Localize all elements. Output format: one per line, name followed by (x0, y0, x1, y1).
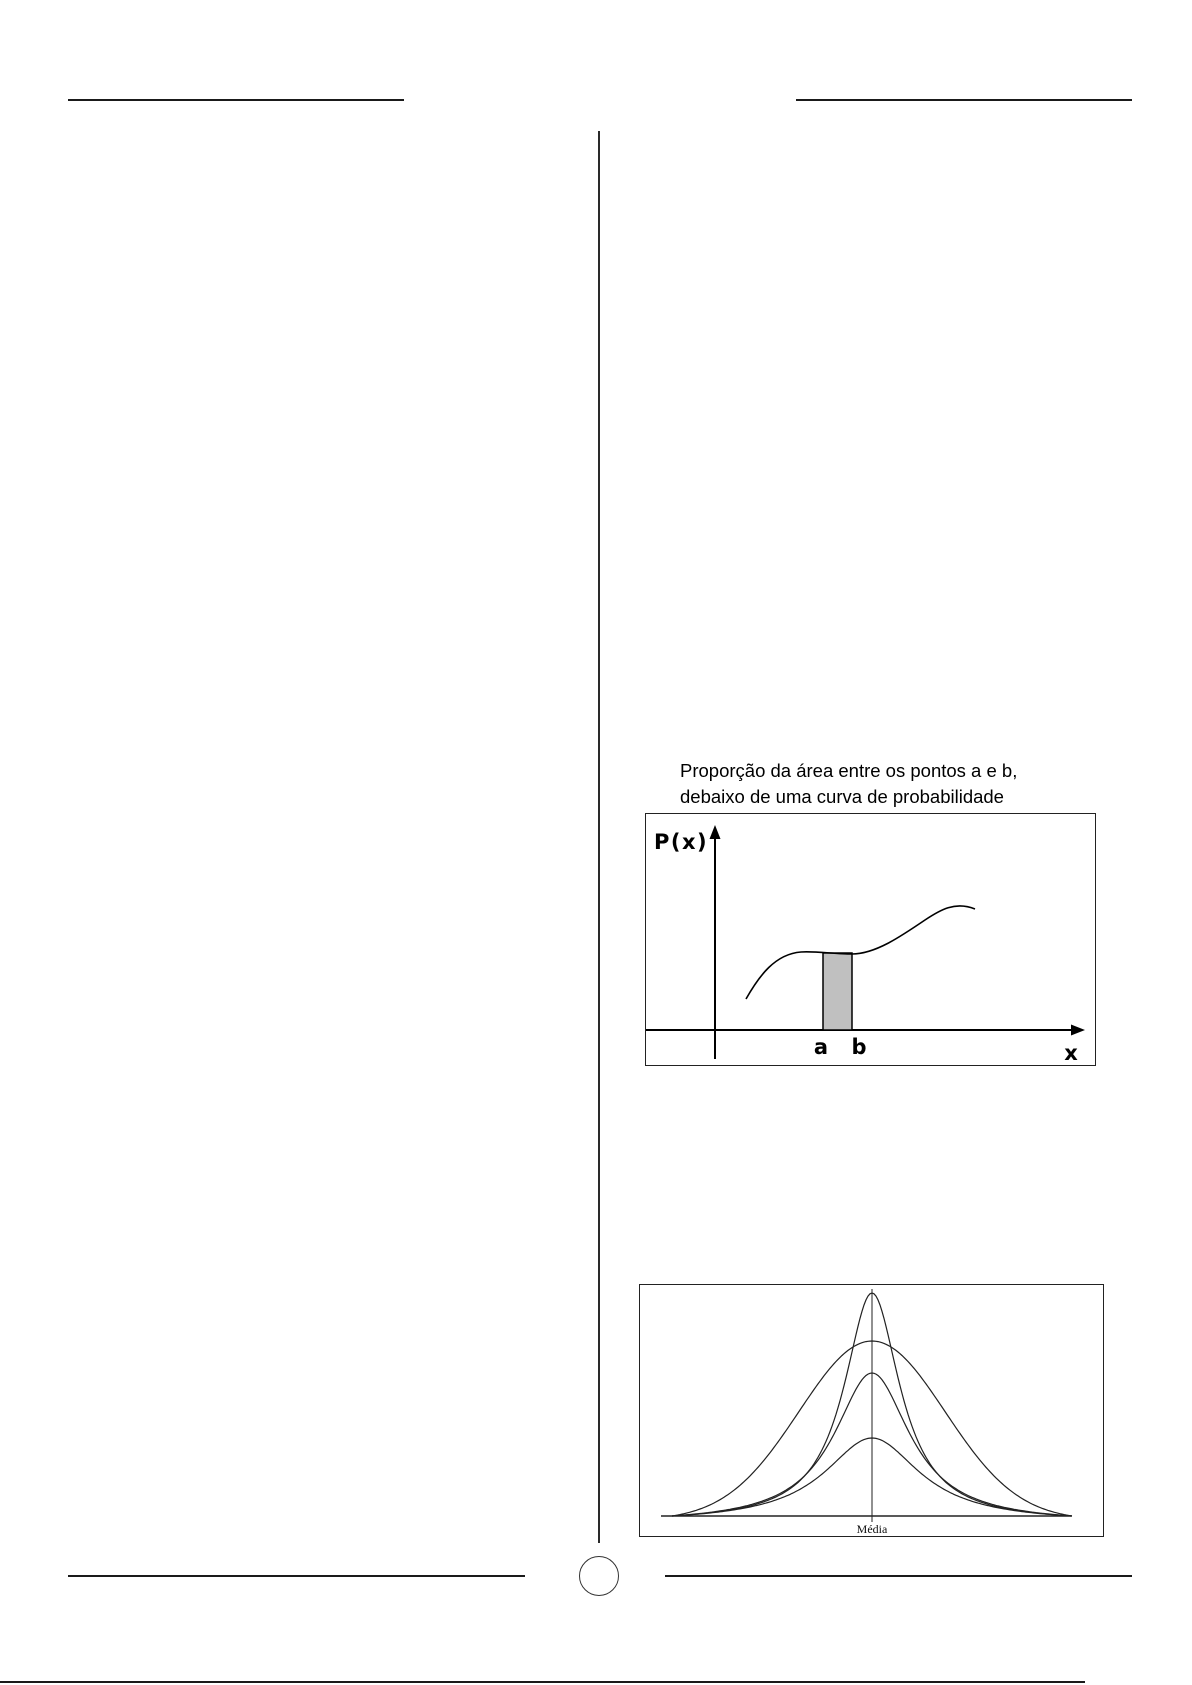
point-a-label: a (813, 1035, 829, 1059)
mean-label: Média (856, 1522, 888, 1536)
caption-line-1: Proporção da área entre os pontos a e b, (680, 760, 1018, 781)
page-number-circle (579, 1556, 619, 1596)
point-b-label: b (851, 1035, 867, 1059)
column-divider (598, 131, 600, 1543)
shaded-area (823, 953, 852, 1030)
figure-frame (646, 814, 1096, 1066)
header-rule-right (796, 99, 1132, 101)
figure-caption (680, 758, 1017, 810)
header-rule-left (68, 99, 404, 101)
y-axis-label: P(x) (654, 830, 709, 854)
distribution-curves-svg (639, 1284, 1104, 1537)
figure-area-under-curve (645, 813, 1096, 1066)
x-axis-label: x (1064, 1041, 1078, 1065)
caption-line-2: debaixo de uma curva de probabilidade (680, 786, 1004, 807)
footer-rule-right (665, 1575, 1132, 1577)
page-bottom-edge (0, 1681, 1085, 1683)
figure-area-svg (645, 813, 1096, 1066)
footer-rule-left (68, 1575, 525, 1577)
figure-distribution-curves (639, 1284, 1104, 1537)
